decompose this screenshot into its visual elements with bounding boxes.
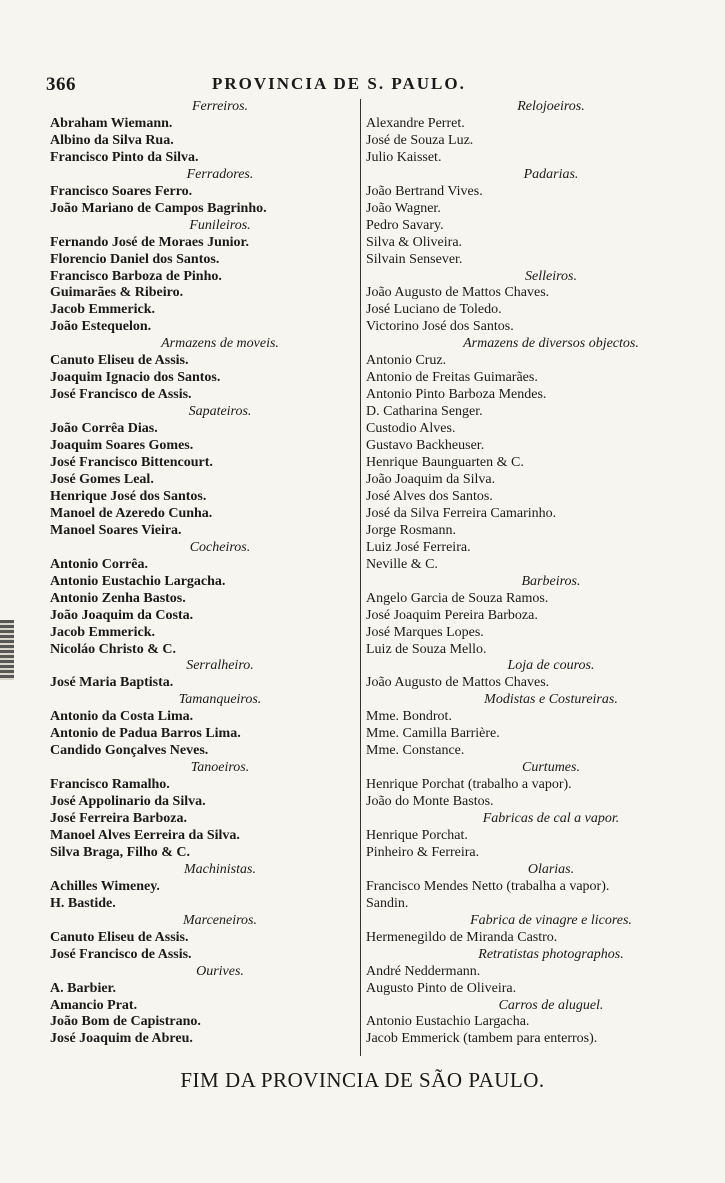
merchant-entry: Antonio Eustachio Largacha. [366, 1014, 530, 1030]
merchant-entry: Manoel Soares Vieira. [50, 522, 182, 538]
trade-section [50, 540, 350, 659]
merchant-entry: Canuto Eliseu de Assis. [50, 353, 189, 369]
merchant-entry: João Bom de Capistrano. [50, 1014, 201, 1030]
merchant-entry: Antonio de Freitas Guimarães. [366, 370, 538, 386]
merchant-entry: José Marques Lopes. [366, 624, 484, 640]
trade-section [366, 658, 696, 692]
merchant-entry: Hermenegildo de Miranda Castro. [366, 929, 558, 945]
merchant-entry: João Augusto de Mattos Chaves. [366, 675, 550, 691]
trade-heading: Cocheiros. [189, 539, 251, 555]
merchant-entry: José da Silva Ferreira Camarinho. [366, 505, 557, 521]
merchant-entry: Alexandre Perret. [366, 115, 465, 131]
trade-heading: Tamanqueiros. [178, 692, 262, 708]
merchant-entry: Silvain Sensever. [366, 251, 463, 267]
page-tab-mark [0, 620, 14, 680]
left-column [50, 99, 350, 1048]
merchant-entry: Manoel Alves Eerreira da Silva. [50, 827, 240, 843]
merchant-entry: Henrique Porchat (trabalho a vapor). [366, 777, 572, 793]
trade-heading: Relojoeiros. [517, 99, 585, 114]
merchant-entry: José Francisco de Assis. [50, 946, 192, 962]
merchant-entry: Manoel de Azeredo Cunha. [50, 505, 213, 521]
trade-heading: Marceneiros. [183, 912, 257, 928]
merchant-entry: João Joaquim da Silva. [366, 471, 496, 487]
trade-section [366, 862, 696, 913]
merchant-entry: Mme. Bondrot. [366, 709, 452, 725]
trade-section [50, 167, 350, 218]
merchant-entry: A. Barbier. [50, 980, 116, 996]
trade-section [50, 913, 350, 964]
merchant-entry: Henrique José dos Santos. [50, 488, 207, 504]
trade-section [50, 760, 350, 862]
trade-section [366, 99, 696, 167]
merchant-entry: Antonio da Costa Lima. [50, 709, 194, 725]
trade-section [366, 167, 696, 269]
trade-heading: Loja de couros. [507, 658, 595, 674]
merchant-entry: Sandin. [366, 895, 409, 911]
trade-section [366, 336, 696, 573]
trade-heading: Curtumes. [522, 760, 580, 776]
merchant-entry: José Francisco de Assis. [50, 387, 192, 403]
merchant-entry: João Estequelon. [50, 319, 152, 335]
trade-heading: Ourives. [196, 963, 244, 979]
merchant-entry: Nicoláo Christo & C. [50, 641, 176, 657]
merchant-entry: Jacob Emmerick. [50, 302, 155, 318]
merchant-entry: Antonio Zenha Bastos. [50, 590, 186, 606]
merchant-entry: Antonio Eustachio Largacha. [50, 573, 226, 589]
merchant-entry: José Gomes Leal. [50, 471, 154, 487]
merchant-entry: Victorino José dos Santos. [366, 319, 514, 335]
merchant-entry: Guimarães & Ribeiro. [50, 285, 184, 301]
merchant-entry: Francisco Mendes Netto (trabalha a vapor). [366, 878, 610, 894]
trade-heading: Carros de aluguel. [498, 997, 604, 1013]
trade-heading: Fabrica de vinagre e licores. [470, 912, 632, 928]
right-column [366, 99, 696, 1048]
merchant-entry: João Mariano de Campos Bagrinho. [50, 200, 267, 216]
trade-heading: Sapateiros. [188, 404, 252, 420]
page-number: 366 [46, 74, 76, 95]
trade-heading: Fabricas de cal a vapor. [482, 811, 620, 827]
merchant-entry: Luiz de Souza Mello. [366, 641, 487, 657]
trade-heading: Selleiros. [525, 268, 577, 284]
merchant-entry: Fernando José de Moraes Junior. [50, 234, 249, 250]
trade-section [366, 913, 696, 947]
merchant-entry: Albino da Silva Rua. [50, 132, 174, 148]
merchant-entry: André Neddermann. [366, 963, 481, 979]
merchant-entry: Francisco Soares Ferro. [50, 183, 193, 199]
merchant-entry: José Ferreira Barboza. [50, 811, 187, 827]
merchant-entry: Mme. Constance. [366, 743, 465, 759]
merchant-entry: João Wagner. [366, 200, 441, 216]
merchant-entry: Joaquim Ignacio dos Santos. [50, 370, 221, 386]
merchant-entry: José Alves dos Santos. [366, 488, 493, 504]
running-title: PROVINCIA DE S. PAULO. [212, 74, 466, 93]
trade-heading: Padarias. [523, 166, 579, 182]
trade-section [50, 692, 350, 760]
trade-section [366, 998, 696, 1049]
merchant-entry: Joaquim Soares Gomes. [50, 438, 194, 454]
merchant-entry: Antonio de Padua Barros Lima. [50, 726, 241, 742]
merchant-entry: Angelo Garcia de Souza Ramos. [366, 590, 549, 606]
merchant-entry: Antonio Cruz. [366, 353, 447, 369]
merchant-entry: João Corrêa Dias. [50, 421, 158, 437]
merchant-entry: H. Bastide. [50, 895, 116, 911]
merchant-entry: José Maria Baptista. [50, 675, 174, 691]
merchant-entry: Amancio Prat. [50, 997, 138, 1013]
merchant-entry: Francisco Barboza de Pinho. [50, 268, 222, 284]
merchant-entry: Antonio Pinto Barboza Mendes. [366, 387, 547, 403]
trade-section [50, 862, 350, 913]
merchant-entry: José Appolinario da Silva. [50, 794, 206, 810]
merchant-entry: Francisco Pinto da Silva. [50, 149, 199, 165]
trade-heading: Ferradores. [186, 166, 254, 182]
trade-section [366, 692, 696, 760]
merchant-entry: José Luciano de Toledo. [366, 302, 502, 318]
merchant-entry: João Bertrand Vives. [366, 183, 483, 199]
merchant-entry: João Augusto de Mattos Chaves. [366, 285, 550, 301]
trade-heading: Barbeiros. [521, 573, 581, 589]
trade-section [366, 811, 696, 862]
trade-section [50, 404, 350, 540]
merchant-entry: José Joaquim Pereira Barboza. [366, 607, 538, 623]
merchant-entry: Luiz José Ferreira. [366, 539, 471, 555]
trade-section [50, 99, 350, 167]
trade-section [366, 760, 696, 811]
merchant-entry: Antonio Corrêa. [50, 556, 148, 572]
merchant-entry: Pinheiro & Ferreira. [366, 844, 480, 860]
merchant-entry: José Joaquim de Abreu. [50, 1031, 193, 1047]
trade-heading: Armazens de moveis. [161, 336, 279, 352]
merchant-entry: Florencio Daniel dos Santos. [50, 251, 220, 267]
merchant-entry: Canuto Eliseu de Assis. [50, 929, 189, 945]
merchant-entry: Mme. Camilla Barrière. [366, 726, 500, 742]
merchant-entry: Achilles Wimeney. [50, 878, 160, 894]
trade-section [366, 574, 696, 659]
merchant-entry: Jacob Emmerick (tambem para enterros). [366, 1031, 598, 1047]
trade-section [50, 218, 350, 337]
trade-heading: Modistas e Costureiras. [484, 692, 618, 708]
merchant-entry: Pedro Savary. [366, 217, 444, 233]
trade-section [50, 336, 350, 404]
merchant-entry: Jorge Rosmann. [366, 522, 456, 538]
trade-heading: Armazens de diversos objectos. [463, 336, 639, 352]
trade-heading: Tanoeiros. [190, 760, 250, 776]
merchant-entry: Gustavo Backheuser. [366, 438, 485, 454]
trade-heading: Funileiros. [189, 217, 251, 233]
merchant-entry: Francisco Ramalho. [50, 777, 170, 793]
column-divider [360, 99, 361, 1056]
merchant-entry: Julio Kaisset. [366, 149, 442, 165]
merchant-entry: Augusto Pinto de Oliveira. [366, 980, 517, 996]
merchant-entry: D. Catharina Senger. [366, 404, 483, 420]
merchant-entry: Neville & C. [366, 556, 438, 572]
merchant-entry: João Joaquim da Costa. [50, 607, 194, 623]
merchant-entry: José de Souza Luz. [366, 132, 474, 148]
merchant-entry: Abraham Wiemann. [50, 115, 173, 131]
trade-section [366, 947, 696, 998]
merchant-entry: Henrique Porchat. [366, 827, 468, 843]
merchant-entry: Silva Braga, Filho & C. [50, 844, 191, 860]
trade-heading: Serralheiro. [186, 658, 254, 674]
trade-heading: Ferreiros. [191, 99, 249, 114]
merchant-entry: Custodio Alves. [366, 421, 456, 437]
trade-heading: Retratistas photographos. [478, 946, 624, 962]
trade-section [50, 964, 350, 1049]
merchant-entry: José Francisco Bittencourt. [50, 455, 213, 471]
merchant-entry: Silva & Oliveira. [366, 234, 463, 250]
merchant-entry: João do Monte Bastos. [366, 794, 494, 810]
merchant-entry: Candido Gonçalves Neves. [50, 743, 209, 759]
closing-line: FIM DA PROVINCIA DE SÃO PAULO. [180, 1068, 545, 1092]
trade-section [366, 269, 696, 337]
trade-heading: Machinistas. [184, 861, 256, 877]
trade-section [50, 658, 350, 692]
trade-heading: Olarias. [527, 861, 575, 877]
merchant-entry: Jacob Emmerick. [50, 624, 155, 640]
merchant-entry: Henrique Baunguarten & C. [366, 455, 524, 471]
